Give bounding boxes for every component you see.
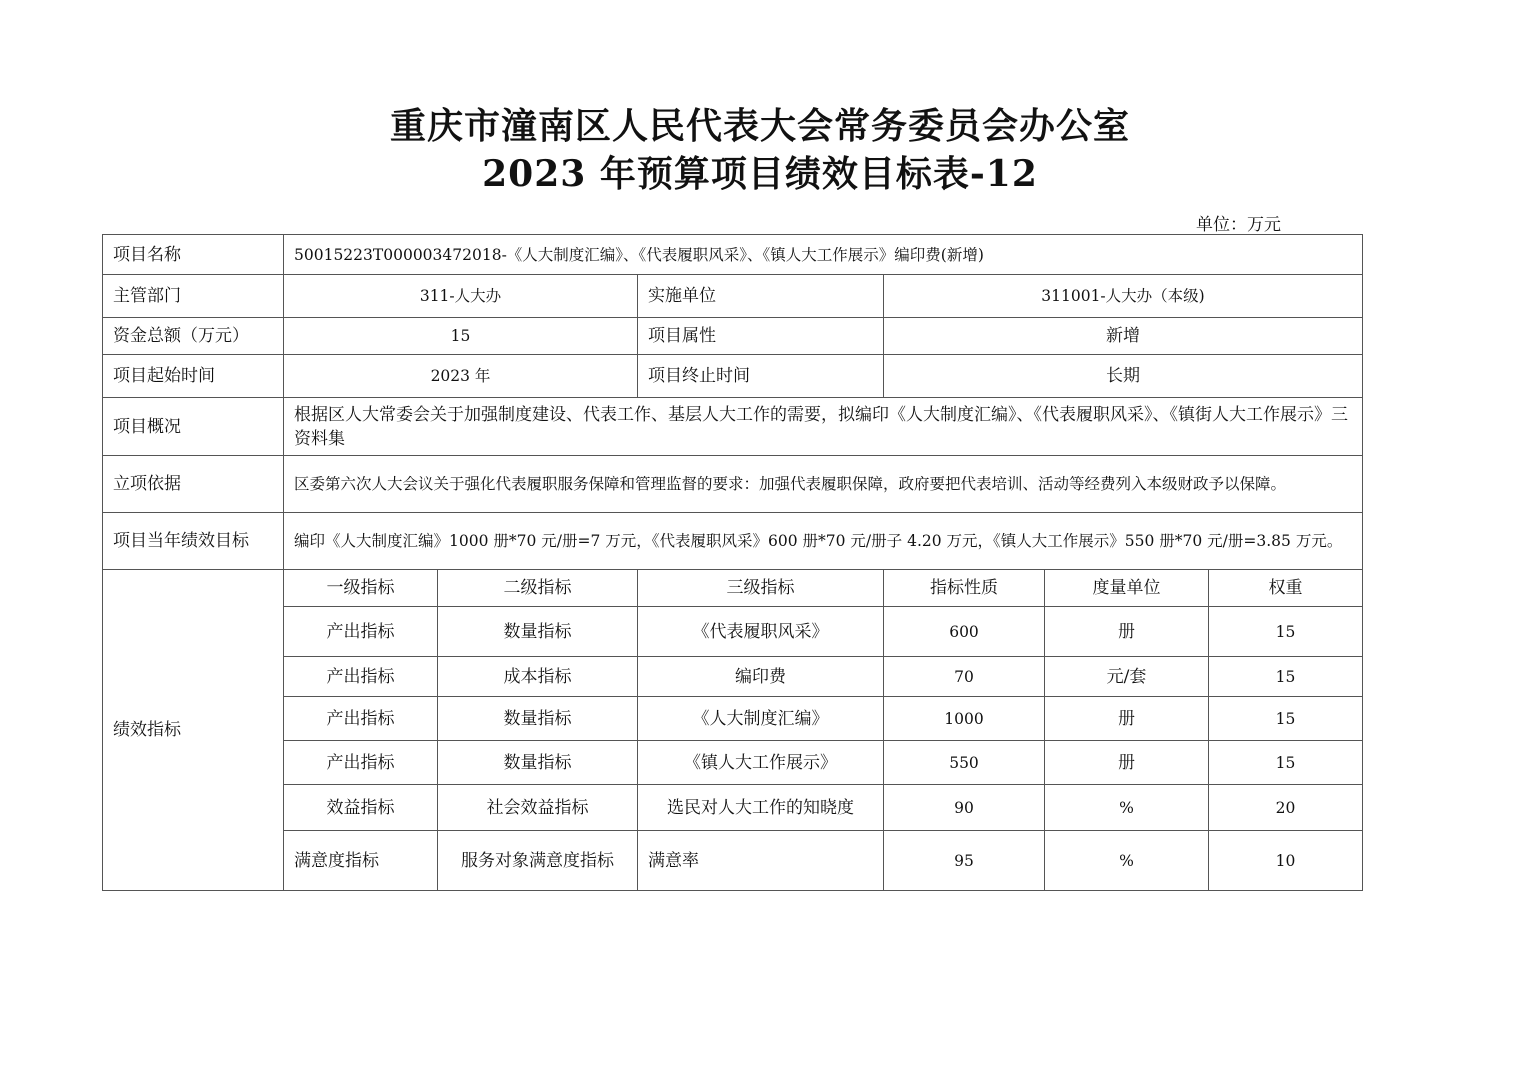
- goal-value: 编印《人大制度汇编》1000 册*70 元/册=7 万元，《代表履职风采》600 册*70 元/册子 4.20 万元，《镇人大工作展示》550 册*70 元/册=3.85 万元。: [284, 513, 1363, 570]
- performance-target-table: [102, 234, 1363, 891]
- level2-cell: 数量指标: [438, 741, 638, 785]
- level2-cell: 数量指标: [438, 607, 638, 657]
- level3-cell: 编印费: [638, 657, 884, 697]
- weight-cell: 15: [1209, 657, 1363, 697]
- basis-label: 立项依据: [103, 456, 284, 513]
- overview-label: 项目概况: [103, 398, 284, 456]
- start-time-value: 2023 年: [284, 355, 638, 398]
- weight-cell: 15: [1209, 607, 1363, 657]
- dept-label: 主管部门: [103, 275, 284, 318]
- fund-label: 资金总额（万元）: [103, 318, 284, 355]
- level3-cell: 《镇人大工作展示》: [638, 741, 884, 785]
- indicator-row: [103, 607, 1363, 657]
- indicator-row: [103, 831, 1363, 891]
- row-dept: [103, 275, 1363, 318]
- level2-cell: 服务对象满意度指标: [438, 831, 638, 891]
- dept-value: 311-人大办: [284, 275, 638, 318]
- attr-value: 新增: [884, 318, 1363, 355]
- header-unit: 度量单位: [1045, 570, 1209, 607]
- indicator-row: [103, 785, 1363, 831]
- impl-unit-label: 实施单位: [638, 275, 884, 318]
- row-project-name: [103, 235, 1363, 275]
- unit-cell: %: [1045, 785, 1209, 831]
- start-time-label: 项目起始时间: [103, 355, 284, 398]
- project-name-label: 项目名称: [103, 235, 284, 275]
- level2-cell: 社会效益指标: [438, 785, 638, 831]
- indicator-row: [103, 657, 1363, 697]
- nature-cell: 70: [884, 657, 1045, 697]
- fund-value: 15: [284, 318, 638, 355]
- unit-label: 单位：万元: [1196, 215, 1281, 235]
- row-overview: [103, 398, 1363, 456]
- header-level3: 三级指标: [638, 570, 884, 607]
- header-level2: 二级指标: [438, 570, 638, 607]
- end-time-value: 长期: [884, 355, 1363, 398]
- unit-cell: 元/套: [1045, 657, 1209, 697]
- level3-cell: 《代表履职风采》: [638, 607, 884, 657]
- weight-cell: 20: [1209, 785, 1363, 831]
- level1-cell: 效益指标: [284, 785, 438, 831]
- row-time: [103, 355, 1363, 398]
- overview-value: 根据区人大常委会关于加强制度建设、代表工作、基层人大工作的需要，拟编印《人大制度汇编》、《代表履职风采》、《镇街人大工作展示》三资料集: [284, 398, 1363, 456]
- level1-cell: 产出指标: [284, 607, 438, 657]
- end-time-label: 项目终止时间: [638, 355, 884, 398]
- unit-cell: %: [1045, 831, 1209, 891]
- doc-title-line1: 重庆市潼南区人民代表大会常务委员会办公室: [389, 105, 1130, 147]
- nature-cell: 550: [884, 741, 1045, 785]
- level3-cell: 选民对人大工作的知晓度: [638, 785, 884, 831]
- level1-cell: 满意度指标: [284, 831, 438, 891]
- impl-unit-value: 311001-人大办（本级): [884, 275, 1363, 318]
- goal-label: 项目当年绩效目标: [103, 513, 284, 570]
- indicators-label: 绩效指标: [103, 570, 284, 891]
- nature-cell: 90: [884, 785, 1045, 831]
- header-level1: 一级指标: [284, 570, 438, 607]
- level2-cell: 成本指标: [438, 657, 638, 697]
- weight-cell: 15: [1209, 697, 1363, 741]
- basis-value: 区委第六次人大会议关于强化代表履职服务保障和管理监督的要求：加强代表履职保障，政府要把代表培训、活动等经费列入本级财政予以保障。: [284, 456, 1363, 513]
- level1-cell: 产出指标: [284, 657, 438, 697]
- level1-cell: 产出指标: [284, 741, 438, 785]
- weight-cell: 15: [1209, 741, 1363, 785]
- nature-cell: 95: [884, 831, 1045, 891]
- level3-cell: 满意率: [638, 831, 884, 891]
- level3-cell: 《人大制度汇编》: [638, 697, 884, 741]
- unit-cell: 册: [1045, 697, 1209, 741]
- indicator-header-row: [103, 570, 1363, 607]
- unit-cell: 册: [1045, 741, 1209, 785]
- indicator-row: [103, 697, 1363, 741]
- row-fund: [103, 318, 1363, 355]
- project-name-value: 50015223T000003472018-《人大制度汇编》、《代表履职风采》、《镇人大工作展示》编印费(新增): [284, 235, 1363, 275]
- level1-cell: 产出指标: [284, 697, 438, 741]
- nature-cell: 1000: [884, 697, 1045, 741]
- nature-cell: 600: [884, 607, 1045, 657]
- level2-cell: 数量指标: [438, 697, 638, 741]
- doc-title-line2: 2023 年预算项目绩效目标表-12: [482, 153, 1038, 195]
- header-weight: 权重: [1209, 570, 1363, 607]
- header-nature: 指标性质: [884, 570, 1045, 607]
- unit-cell: 册: [1045, 607, 1209, 657]
- row-basis: [103, 456, 1363, 513]
- attr-label: 项目属性: [638, 318, 884, 355]
- row-goal: [103, 513, 1363, 570]
- indicator-row: [103, 741, 1363, 785]
- weight-cell: 10: [1209, 831, 1363, 891]
